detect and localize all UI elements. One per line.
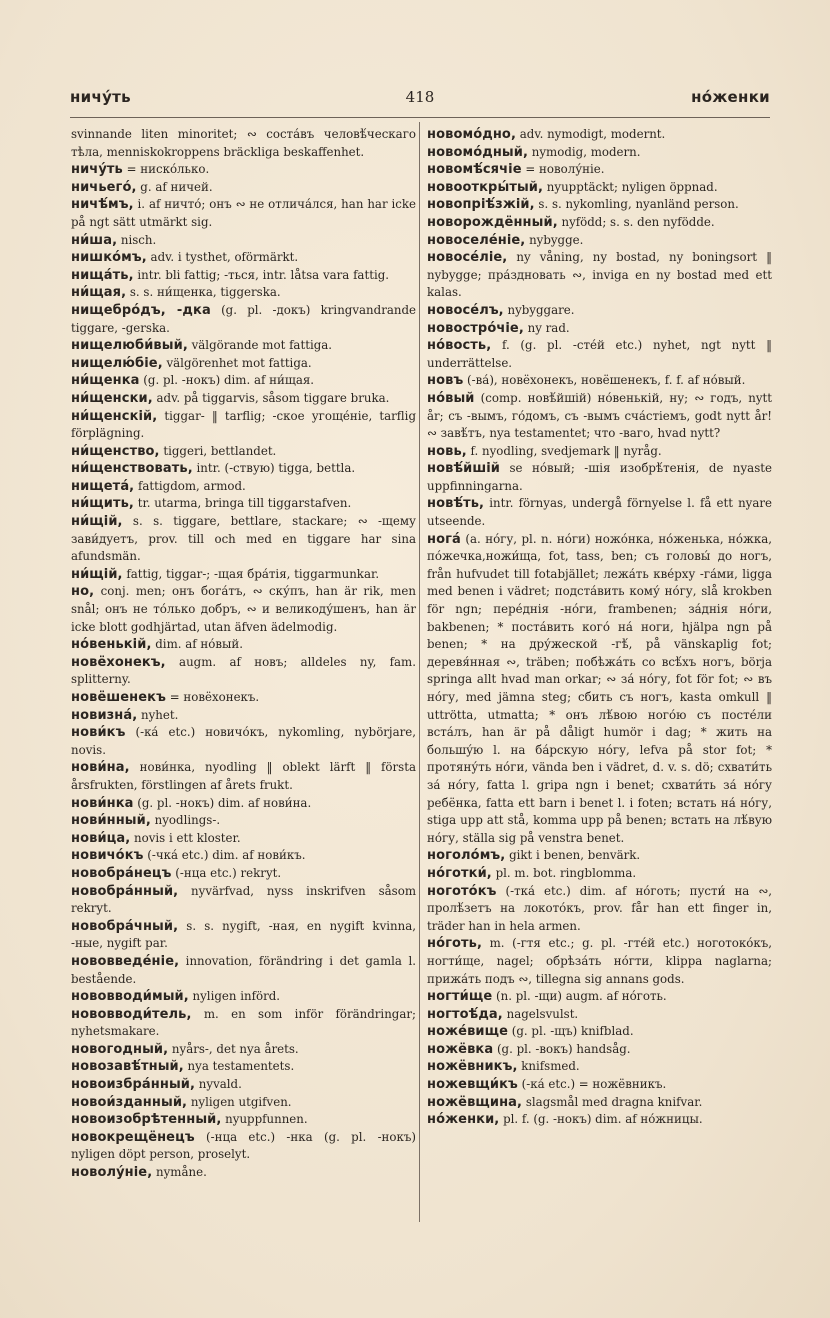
entry-definition: (n. pl. -щи) augm. af но́готь. <box>492 989 667 1004</box>
entry-headword: но, <box>71 584 95 600</box>
column-divider <box>419 122 420 1222</box>
entry-definition: adv. i tysthet, oförmärkt. <box>146 250 299 265</box>
dictionary-entry <box>71 513 416 566</box>
dictionary-entry <box>71 495 416 513</box>
entry-definition: = новёхонекъ. <box>165 690 260 704</box>
entry-definition: (-ка́ etc.) = ножёвникъ. <box>517 1077 667 1092</box>
dictionary-entry <box>71 566 416 584</box>
entry-headword: ни́щенскій, <box>71 408 158 424</box>
entry-headword: нищета́, <box>71 478 135 494</box>
dictionary-entry <box>71 390 416 408</box>
dictionary-entry <box>71 724 416 759</box>
dictionary-entry <box>427 1076 772 1094</box>
entry-headword: новёхонекъ, <box>71 654 166 670</box>
entry-definition: i. af ничто́; онъ ∾ не отлича́лся, han har icke på ngt sätt utmärkt sig. <box>71 197 416 229</box>
entry-headword: ни́щенски, <box>71 390 153 406</box>
dictionary-entry <box>427 214 772 232</box>
entry-headword: новомѣ́сячіе <box>427 162 522 178</box>
dictionary-entry <box>71 1041 416 1059</box>
dictionary-entry <box>427 865 772 883</box>
dictionary-entry <box>71 953 416 988</box>
entry-definition: m. en som inför förändringar; nyhetsmakare. <box>71 1006 416 1039</box>
dictionary-entry <box>71 355 416 373</box>
entry-headword: нищелю́біе, <box>71 355 163 371</box>
dictionary-entry <box>71 196 416 231</box>
entry-definition: nyfödd; s. s. den nyfödde. <box>557 214 715 229</box>
dictionary-entry <box>71 689 416 707</box>
entry-headword: новобра́нный, <box>71 883 179 899</box>
entry-headword: новѣ́ть, <box>427 496 485 512</box>
dictionary-entry <box>71 1006 416 1041</box>
dictionary-entry <box>71 583 416 636</box>
entry-definition: svinnande liten minoritet; ∾ соста́въ человѣ́ческаго тѣла, menniskokroppens bräckliga beskaffenhet. <box>71 127 416 159</box>
entry-definition: gikt i benen, benvärk. <box>505 848 641 863</box>
entry-definition: pl. m. bot. ringblomma. <box>491 865 637 880</box>
entry-definition: (-нца etc.) -нка (g. pl. -нокъ) nyligen döpt person, proselyt. <box>71 1129 416 1162</box>
entry-definition: s. s. nykomling, nyanländ person. <box>534 197 739 212</box>
dictionary-entry <box>427 935 772 988</box>
entry-definition: (g. pl. -нокъ) dim. af нови́на. <box>133 795 312 810</box>
dictionary-entry <box>71 830 416 848</box>
entry-headword: ни́щая, <box>71 285 127 301</box>
dictionary-entry <box>427 337 772 372</box>
left-column <box>71 126 416 1182</box>
dictionary-entry <box>71 1129 416 1164</box>
header-last-word: но́женки <box>691 88 770 106</box>
entry-definition: novis i ett kloster. <box>130 830 241 845</box>
entry-headword: ноголо́мъ, <box>427 848 506 864</box>
entry-definition: innovation, förändring i det gamla l. bestående. <box>71 953 416 986</box>
dictionary-entry <box>71 232 416 250</box>
entry-definition: nya testamentets. <box>183 1059 295 1074</box>
entry-definition: nyvald. <box>195 1077 242 1092</box>
entry-definition: f. nyodling, svedjemark ‖ nyråg. <box>466 443 662 458</box>
dictionary-entry <box>427 495 772 530</box>
entry-definition: (-тка́ etc.) dim. af но́готь; пусти́ на ∾, пролѣ́зетъ на локото́къ, prov. får han ett finger in, träder han in hela armen. <box>427 883 772 933</box>
entry-definition: slagsmål med dragna knifvar. <box>522 1094 703 1109</box>
dictionary-entry <box>71 478 416 496</box>
entry-headword: но́женки, <box>427 1112 500 1128</box>
entry-headword: нищелюби́вый, <box>71 338 188 354</box>
dictionary-entry <box>427 372 772 390</box>
dictionary-entry <box>71 759 416 794</box>
entry-headword: новорождённый, <box>427 214 558 230</box>
entry-definition: fattigdom, armod. <box>134 478 246 493</box>
entry-headword: ни́щенка <box>71 373 140 389</box>
entry-definition: f. (g. pl. -сте́й etc.) nyhet, ngt nytt ‖ underrättelse. <box>427 338 772 370</box>
entry-headword: новъ <box>427 373 464 389</box>
dictionary-entry <box>71 1164 416 1182</box>
entry-headword: ни́щенствовать, <box>71 461 193 477</box>
entry-definition: nagelsvulst. <box>502 1006 579 1021</box>
entry-definition: nybygge. <box>525 232 584 247</box>
entry-definition: g. af ничей. <box>136 179 213 194</box>
entry-headword: ножёвщина, <box>427 1094 523 1110</box>
dictionary-entry <box>71 918 416 953</box>
entry-headword: нишко́мъ, <box>71 250 147 266</box>
entry-definition: adv. nymodigt, modernt. <box>515 127 666 141</box>
entry-headword: ногти́ще <box>427 989 493 1005</box>
page-number: 418 <box>405 88 435 106</box>
entry-headword: новогодный, <box>71 1041 169 1057</box>
dictionary-entry <box>71 267 416 285</box>
dictionary-entry <box>427 1006 772 1024</box>
entry-headword: новѣ́йшій <box>427 461 500 477</box>
entry-definition: adv. på tiggarvis, såsom tiggare bruka. <box>152 390 390 405</box>
entry-definition: intr. förnyas, undergå förnyelse l. få ett nyare utseende. <box>427 496 772 529</box>
dictionary-entry <box>71 179 416 197</box>
entry-headword: новостро́чіе, <box>427 320 524 336</box>
entry-definition: s. s. nygift, -ная, en nygift kvinna, -ные, nygift par. <box>71 918 416 951</box>
entry-headword: но́вость, <box>427 338 492 354</box>
entry-headword: ногтоѣ́да, <box>427 1006 503 1022</box>
entry-definition: nybyggare. <box>503 302 575 317</box>
entry-definition: nymodig, modern. <box>528 144 641 159</box>
entry-definition: intr. (-ствую) tigga, bettla. <box>192 461 356 476</box>
dictionary-entry <box>71 161 416 179</box>
entry-definition: välgörande mot fattiga. <box>187 338 333 353</box>
dictionary-entry <box>71 883 416 918</box>
entry-definition: ny våning, ny bostad, ny boningsort ‖ nybygge; пра́здновать ∾, inviga en ny bostad med ett kalas. <box>427 250 772 300</box>
entry-headword: ничьего́, <box>71 179 137 195</box>
entry-headword: новомо́дный, <box>427 144 529 160</box>
entry-definition: nyodlings-. <box>150 813 221 828</box>
entry-headword: ногото́къ <box>427 883 497 899</box>
entry-definition: knifsmed. <box>517 1059 580 1074</box>
header-first-word: ничу́ть <box>70 88 131 106</box>
dictionary-entry <box>427 531 772 848</box>
entry-definition: intr. bli fattig; -ться, intr. låtsa vara fattig. <box>133 267 390 282</box>
dictionary-entry <box>427 249 772 302</box>
entry-definition: augm. af новъ; alldeles ny, fam. splitterny. <box>71 654 416 687</box>
entry-definition: (g. pl. -вокъ) handsåg. <box>493 1041 631 1056</box>
dictionary-entry <box>427 443 772 461</box>
entry-headword: ноже́вище <box>427 1024 508 1040</box>
entry-headword: новобра́нецъ <box>71 865 172 881</box>
entry-headword: нови́нка <box>71 795 134 811</box>
dictionary-entry <box>427 1058 772 1076</box>
entry-definition: (-чка́ etc.) dim. af нови́къ. <box>143 848 306 863</box>
dictionary-entry <box>71 988 416 1006</box>
entry-definition: nyvärfvad, nyss inskrifven såsom rekryt. <box>71 883 416 916</box>
entry-headword: новоизбра́нный, <box>71 1077 196 1093</box>
page-header <box>70 88 770 112</box>
dictionary-entry <box>71 372 416 390</box>
entry-definition: nyligen införd. <box>188 989 281 1004</box>
entry-definition: nyupptäckt; nyligen öppnad. <box>543 179 718 194</box>
header-rule <box>70 117 770 118</box>
entry-definition: s. s. ни́щенка, tiggerska. <box>126 285 281 300</box>
entry-headword: новосе́ліе, <box>427 250 508 266</box>
entry-headword: новичо́къ <box>71 848 144 864</box>
dictionary-entry <box>71 302 416 337</box>
dictionary-entry <box>71 654 416 689</box>
entry-headword: новои́зданный, <box>71 1094 188 1110</box>
dictionary-entry <box>427 196 772 214</box>
entry-headword: ножёвка <box>427 1041 494 1057</box>
entry-headword: ножёвникъ, <box>427 1059 518 1075</box>
entry-headword: нововводи́мый, <box>71 989 189 1005</box>
entry-headword: новомо́дно, <box>427 127 516 142</box>
dictionary-entry <box>427 883 772 936</box>
dictionary-entry <box>427 1094 772 1112</box>
entry-headword: нови́къ <box>71 725 126 741</box>
dictionary-entry <box>427 126 772 144</box>
entry-headword: новь, <box>427 443 467 459</box>
entry-headword: ни́щенство, <box>71 443 160 459</box>
entry-headword: нови́ца, <box>71 830 131 846</box>
entry-headword: нововведе́ніе, <box>71 953 180 969</box>
entry-headword: но́венькій, <box>71 637 152 653</box>
entry-definition: nyhet. <box>137 707 179 722</box>
entry-definition: nyårs-, det nya årets. <box>168 1041 299 1056</box>
dictionary-entry <box>71 1094 416 1112</box>
entry-definition: nisch. <box>117 232 157 247</box>
dictionary-entry <box>427 988 772 1006</box>
dictionary-entry <box>71 795 416 813</box>
entry-definition: (-ка́ etc.) новичо́къ, nykomling, nybörjare, novis. <box>71 725 416 757</box>
dictionary-entry <box>427 1111 772 1129</box>
entry-headword: новолу́ніе, <box>71 1165 153 1181</box>
entry-definition: välgörenhet mot fattiga. <box>162 355 312 370</box>
dictionary-entry <box>71 249 416 267</box>
entry-headword: ничу́ть <box>71 162 123 178</box>
dictionary-entry <box>71 636 416 654</box>
entry-headword: нищебро́дъ, -дка <box>71 302 211 318</box>
entry-definition: (comp. новѣ́йшій) но́венькій, ну; ∾ годъ, nytt år; съ -вымъ, го́домъ, съ -вымъ сча́стіемъ, godt nytt år! ∾ завѣ́тъ, nya testamentet; что -ваго, hvad nytt? <box>427 390 772 441</box>
entry-headword: новизна́, <box>71 707 138 723</box>
entry-definition: tr. utarma, bringa till tiggarstafven. <box>133 496 352 511</box>
dictionary-entry <box>71 812 416 830</box>
entry-headword: новопріѣ́зжій, <box>427 197 535 213</box>
dictionary-entry <box>71 865 416 883</box>
entry-definition: tiggeri, bettlandet. <box>159 443 277 458</box>
dictionary-entry <box>427 161 772 179</box>
entry-definition: (a. но́гу, pl. n. но́ги) ножо́нка, но́женька, но́жка, по́жечка,ножи́ща, fot, tass, ben; съ головы́ до ногъ, från hufvudet till fotabjället; лежа́ть кве́рху -га́ми, ligga med benen i vädret; подста́вить кому́ но́гу, slå krokben för ngn; пере́днія -но́ги, frambenen; за́днія но́ги, bakbenen; * поста́вить кого́ на́ ноги, hjälpa ngn på benen; * на дру́жеской -гѣ́, på vänskaplig fot; деревя́нная ∾, träben; побѣжа́ть со всѣ́хъ ногъ, börja springa allt hvad man orkar; ∾ за́ но́гу, fot för fot; ∾ въ но́гу, med jämna steg; сбить съ ногъ, kasta omkull ‖ uttrötta, utmatta; * онъ лѣ́вою ного́ю съ посте́ли вста́лъ, han är på dåligt humör i dag; * жить на большу́ю l. на ба́рскую но́гу, lefva på stor fot; * протяну́ть но́ги, vända ben i vädret, d. v. s. dö; схвати́ть за́ но́гу, fatta l. gripa ngn i benet; схвати́ть за́ но́гу ребёнка, fatta ett barn i benet l. i foten; встать на́ но́гу, stiga upp att stå, komma upp på benen; встать на лѣ́вую но́гу, ställa sig på venstra benet. <box>427 531 772 845</box>
entry-headword: но́вый <box>427 390 475 406</box>
dictionary-entry <box>71 1076 416 1094</box>
entry-headword: но́готки́, <box>427 865 492 881</box>
entry-headword: ничѣ́мъ, <box>71 197 134 213</box>
entry-headword: нови́нный, <box>71 813 151 829</box>
entry-headword: ни́щій, <box>71 514 123 530</box>
entry-definition: s. s. tiggare, bettlare, stackare; ∾ -щему зави́дуетъ, prov. till och med en tiggare har sina afundsmän. <box>71 514 416 564</box>
entry-definition: = новолу́ніе. <box>521 162 605 177</box>
entry-definition: нови́нка, nyodling ‖ oblekt lärft ‖ första årsfrukten, förstlingen af årets frukt. <box>71 760 416 792</box>
entry-definition: (g. pl. -щъ) knifblad. <box>508 1024 634 1039</box>
entry-definition: pl. f. (g. -нокъ) dim. af но́жницы. <box>499 1112 703 1127</box>
entry-headword: новёшенекъ <box>71 690 166 705</box>
entry-headword: новооткры́тый, <box>427 179 544 195</box>
entry-headword: ни́ша, <box>71 232 118 248</box>
entry-headword: нови́на, <box>71 760 130 776</box>
dictionary-entry <box>427 144 772 162</box>
right-column <box>427 126 772 1129</box>
dictionary-entry <box>71 443 416 461</box>
dictionary-entry <box>427 1023 772 1041</box>
dictionary-entry <box>427 847 772 865</box>
dictionary-entry <box>71 460 416 478</box>
dictionary-entry <box>427 390 772 443</box>
entry-definition: dim. af но́вый. <box>151 637 244 652</box>
entry-headword: новоселе́ніе, <box>427 232 526 248</box>
entry-definition: nyuppfunnen. <box>221 1112 308 1127</box>
entry-definition: fattig, tiggar-; -щая бра́тія, tiggarmunkar. <box>122 566 380 581</box>
dictionary-entry <box>427 1041 772 1059</box>
entry-definition: nyligen utgifven. <box>187 1094 292 1109</box>
entry-definition: nymåne. <box>152 1165 207 1180</box>
dictionary-entry <box>71 1058 416 1076</box>
entry-definition: (g. pl. -нокъ) dim. af ни́щая. <box>139 373 315 388</box>
dictionary-entry <box>427 232 772 250</box>
dictionary-entry <box>71 284 416 302</box>
entry-headword: ни́щій, <box>71 566 123 582</box>
entry-definition: tiggar- ‖ tarflig; -ское угоще́ніе, tarflig förplägning. <box>71 408 416 441</box>
entry-definition: m. (-гтя etc.; g. pl. -гте́й etc.) ноготоко́къ, ногти́ще, nagel; обрѣза́ть но́гти, klippa naglarna; прижа́ть подъ ∾, tillegna sig annans gods. <box>427 936 772 986</box>
entry-definition: ny rad. <box>523 320 570 335</box>
dictionary-entry <box>427 179 772 197</box>
entry-definition: se но́вый; -шія изобрѣ́тенія, de nyaste uppfinningarna. <box>427 461 772 493</box>
entry-definition: (-ва́), новёхонекъ, новёшенекъ, f. f. af но́вый. <box>463 373 746 388</box>
entry-headword: нища́ть, <box>71 267 134 283</box>
entry-headword: но́готь, <box>427 936 483 952</box>
dictionary-entry <box>427 460 772 495</box>
dictionary-entry <box>71 126 416 161</box>
entry-headword: ни́щить, <box>71 496 134 512</box>
entry-headword: новозавѣ́тный, <box>71 1059 184 1075</box>
entry-headword: новокрещёнецъ <box>71 1129 195 1145</box>
entry-headword: ножевщи́къ <box>427 1077 518 1093</box>
dictionary-entry <box>427 320 772 338</box>
dictionary-entry <box>71 707 416 725</box>
entry-headword: новобра́чный, <box>71 918 179 934</box>
entry-definition: conj. men; онъ бога́тъ, ∾ ску́пъ, han är rik, men snål; онъ не то́лько добръ, ∾ и великоду́шенъ, han är icke blott godhjärtad, utan äfven ädelmodig. <box>71 584 416 634</box>
entry-definition: = ниско́лько. <box>122 162 210 177</box>
entry-definition: (g. pl. -докъ) kringvandrande tiggare, -gerska. <box>71 302 416 335</box>
entry-headword: нововводи́тель, <box>71 1006 192 1022</box>
dictionary-entry <box>71 337 416 355</box>
dictionary-entry <box>71 408 416 443</box>
entry-headword: новосе́лъ, <box>427 302 504 318</box>
dictionary-entry <box>71 847 416 865</box>
dictionary-entry <box>427 302 772 320</box>
entry-definition: (-нца etc.) rekryt. <box>171 865 282 880</box>
entry-headword: нога́ <box>427 531 461 547</box>
entry-headword: новоизобрѣтенный, <box>71 1112 222 1128</box>
dictionary-entry <box>71 1111 416 1129</box>
